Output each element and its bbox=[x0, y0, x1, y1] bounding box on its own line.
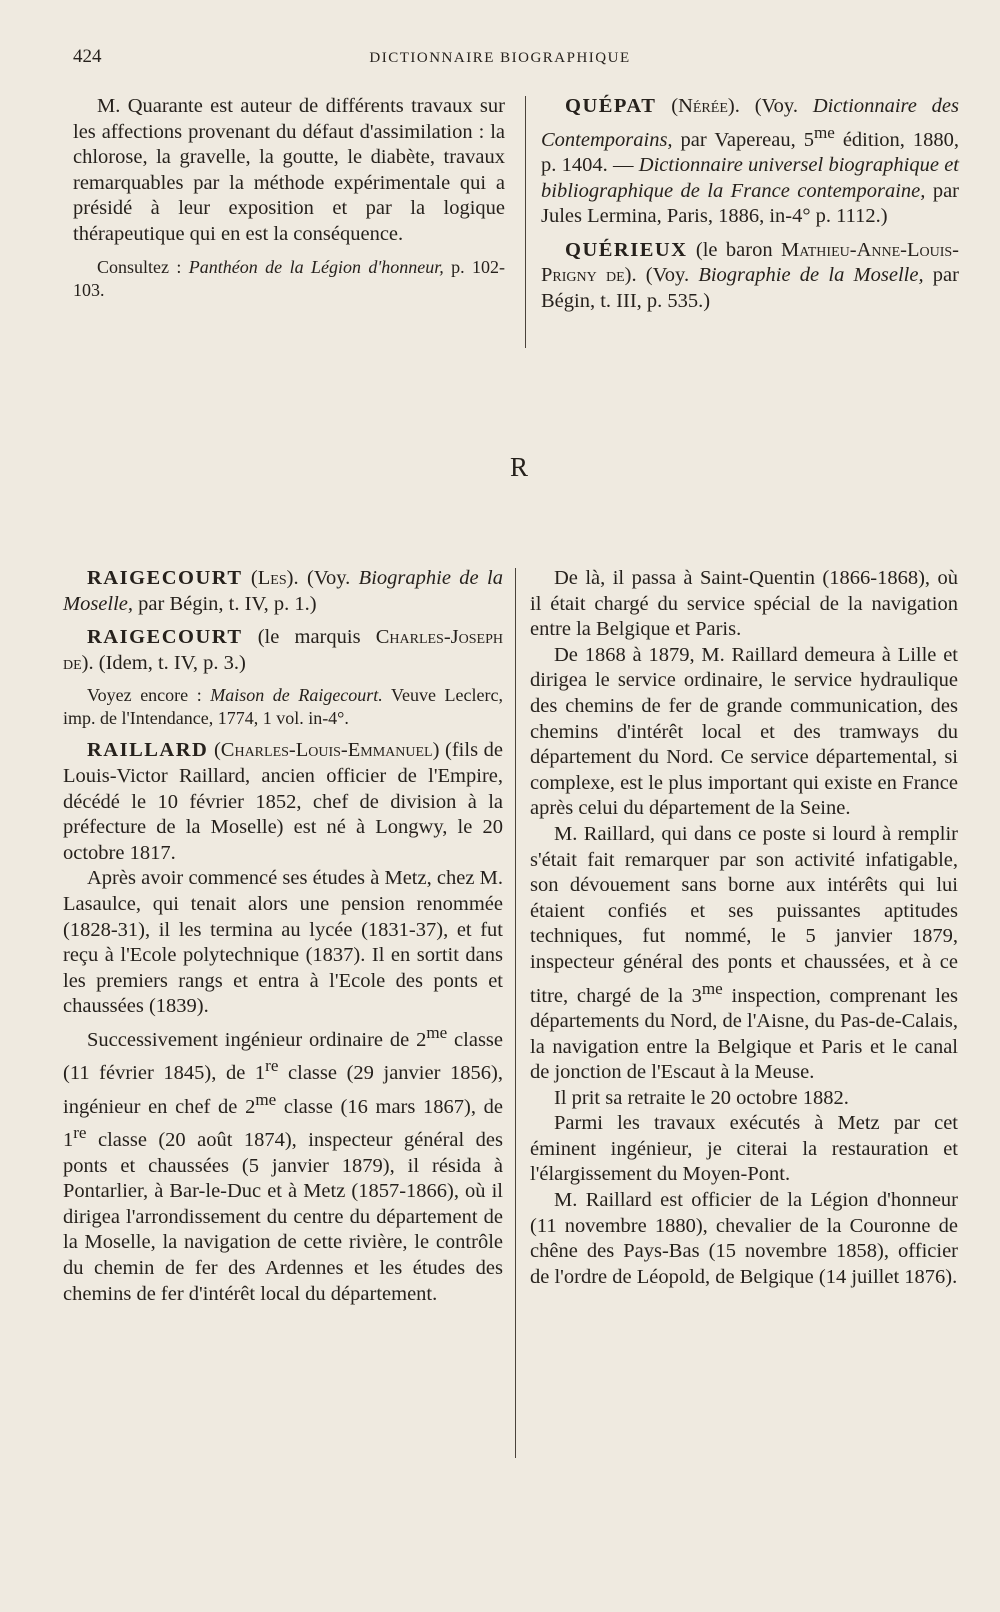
entry-raigecourt-marquis: RAIGECOURT (le marquis Charles-Joseph de). (Idem, t. IV, p. 3.) bbox=[63, 626, 503, 674]
page-header bbox=[0, 46, 1000, 74]
saint-quentin-paragraph: De là, il passa à Saint-Quentin (1866-1868), où il était chargé du service spécial de la navigation entre la Belgique et Paris. bbox=[530, 567, 958, 641]
column-divider-bottom bbox=[515, 568, 516, 1458]
column-top-left bbox=[73, 94, 505, 302]
raillard-studies-paragraph: Après avoir commencé ses études à Metz, chez M. Lasaulce, qui tenait alors une pension renommée (1828-31), il les termina au lycée (1831-37), et fut reçu à l'Ecole polytechnique (1837). Il en sortit dans les premiers rangs et entra à l'Ecole des ponts et chaussées (1839). bbox=[63, 867, 503, 1018]
column-bottom-left bbox=[63, 566, 503, 1307]
headword-raillard: RAILLARD bbox=[87, 739, 209, 762]
column-bottom-right bbox=[530, 566, 958, 1290]
see-also-reference: Voyez encore : Maison de Raigecourt. Veuve Leclerc, imp. de l'Intendance, 1774, 1 vol. in-4°. bbox=[63, 685, 503, 729]
headword-querieux: QUÉRIEUX bbox=[565, 238, 688, 261]
running-title: DICTIONNAIRE BIOGRAPHIQUE bbox=[369, 50, 631, 66]
retirement-paragraph: Il prit sa retraite le 20 octobre 1882. bbox=[554, 1086, 849, 1109]
honours-paragraph: M. Raillard est officier de la Légion d'honneur (11 novembre 1880), chevalier de la Couronne de chêne des Pays-Bas (15 novembre 1858), officier de l'ordre de Léopold, de Belgique (14 juillet 1876). bbox=[530, 1189, 958, 1288]
inspector-paragraph: M. Raillard, qui dans ce poste si lourd à remplir s'était fait remarquer par son activité infatigable, son dévouement sans borne aux intérêts qui lui étaient confiés et ses puissantes aptitudes techniques, fut nommé, le 5 janvier 1879, inspecteur général des ponts et chaussées, et à ce titre, chargé de la $3^{me}$ inspection, comprenant les départements du Nord, de l'Aisne, du Pas-de-Calais, la navigation entre la Belgique et Paris et le canal de jonction de l'Escaut à la Meuse. bbox=[530, 822, 958, 1084]
headword-raigecourt: RAIGECOURT bbox=[87, 567, 243, 589]
page-number: 424 bbox=[73, 46, 102, 67]
column-top-right bbox=[541, 94, 959, 315]
entry-quepat: QUÉPAT (Nérée). (Voy. Dictionnaire des Contemporains, par Vapereau, $5^{me}$ édition, 1880, p. 1404. — Dictionnaire universel biographique et bibliographique de la France contemporaine, par Jules Lermina, Paris, 1886, in-4° p. 1112.) bbox=[541, 95, 960, 228]
raillard-career-paragraph: Successivement ingénieur ordinaire de $2^{me}$ classe (11 février 1845), de 1re classe (29 janvier 1856), ingénieur en chef de $2^{me}$ classe (16 mars 1867), de 1re classe (20 août 1874), inspecteur général des ponts et chaussées (5 janvier 1879), il résida à Pontarlier, à Bar-le-Duc et à Metz (1857-1866), où il dirigea l'arrondissement du centre du département de la Moselle, la navigation de cette rivière, le contrôle du chemin de fer des Ardennes et les études des chemins de fer d'intérêt local du département. bbox=[63, 1022, 503, 1305]
column-divider-top bbox=[525, 96, 526, 348]
entry-raillard: RAILLARD (Charles-Louis-Emmanuel) (fils de Louis-Victor Raillard, ancien officier de l'Empire, décédé le 10 février 1852, chef de division à la préfecture de la Moselle) est né à Longwy, le 20 octobre 1817. bbox=[63, 739, 503, 864]
headword-raigecourt: RAIGECOURT bbox=[87, 626, 243, 649]
works-paragraph: Parmi les travaux exécutés à Metz par cet éminent ingénieur, je citerai la restauration et l'élargissement du Moyen-Pont. bbox=[530, 1112, 958, 1186]
headword-quepat: QUÉPAT bbox=[565, 95, 657, 117]
quarante-paragraph: M. Quarante est auteur de différents travaux sur les affections provenant du défaut d'assimilation : la chlorose, la gravelle, la goutte, le diabète, travaux remarquables par la méthode expérimentale qui a présidé à leur exposition et par la logique thérapeutique qui en est la conséquence. bbox=[73, 95, 505, 245]
section-letter: R bbox=[510, 452, 529, 482]
entry-raigecourt-les: RAIGECOURT (Les). (Voy. Biographie de la Moselle, par Bégin, t. IV, p. 1.) bbox=[63, 567, 504, 615]
consult-reference: Consultez : Panthéon de la Légion d'honneur, p. 102-103. bbox=[73, 256, 506, 300]
lille-paragraph: De 1868 à 1879, M. Raillard demeura à Lille et dirigea le service ordinaire, le service hydraulique des chemins de fer de grande communication, des chemins d'intérêt local et des tramways du département du Nord. Ce service départemental, si complexe, est le plus important qui existe en France après celui du département de la Seine. bbox=[530, 643, 958, 820]
entry-querieux: QUÉRIEUX (le baron Mathieu-Anne-Louis-Prigny de). (Voy. Biographie de la Moselle, par Bégin, t. III, p. 535.) bbox=[541, 238, 959, 312]
